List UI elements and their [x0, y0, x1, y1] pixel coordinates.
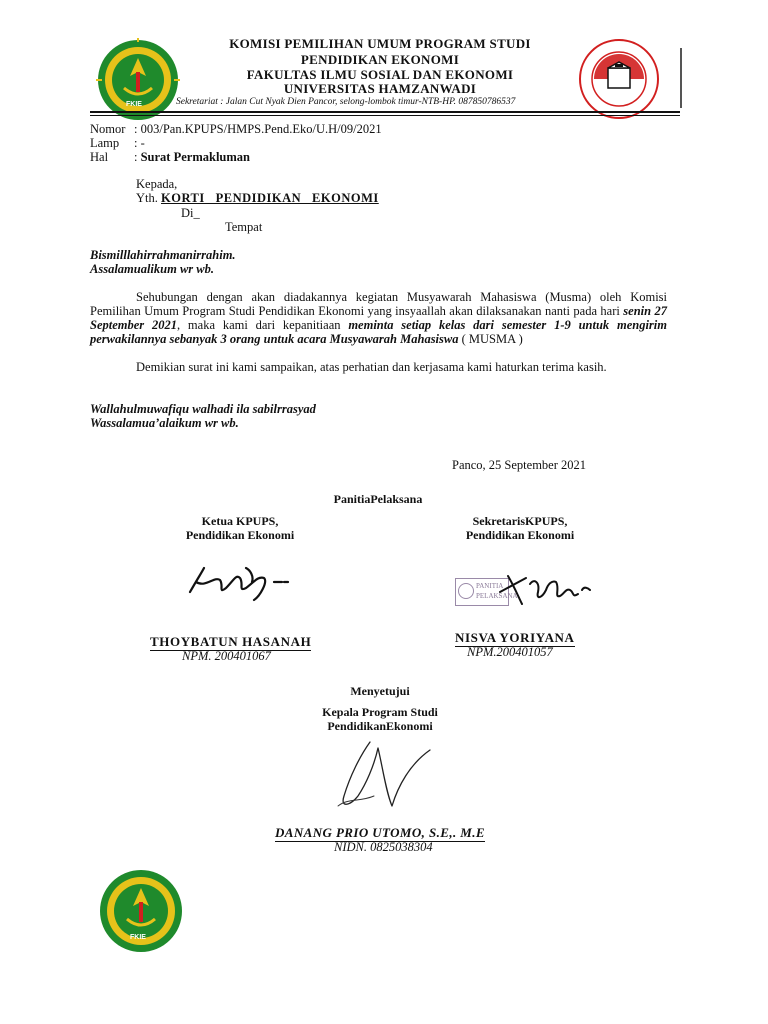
p1-date: senin 27 September 2021 — [90, 304, 667, 332]
left-signer-name: THOYBATUN HASANAH — [150, 634, 312, 649]
approval-signature — [330, 736, 440, 822]
meta-lamp — [90, 136, 145, 151]
kpu-logo — [578, 38, 660, 120]
bottom-logo-caption: FKIE — [130, 934, 146, 941]
lamp-value: : - — [134, 136, 145, 150]
approval-nidn: NIDN. 0825038304 — [334, 840, 433, 854]
body-paragraph-1 — [90, 290, 667, 346]
left-signer-npm: NPM. 200401067 — [182, 649, 271, 663]
p1-request: meminta setiap kelas dari semester 1-9 untuk mengirim perwakilannya sebanyak 3 orang untuk acara Musyawarah Mahasiswa — [90, 318, 667, 346]
right-signer-role-2: Pendidikan Ekonomi — [465, 528, 575, 542]
hal-value: Surat Permakluman — [140, 150, 250, 164]
nomor-label: Nomor — [90, 122, 126, 136]
yth: Yth. — [136, 191, 158, 205]
header-line-2: PENDIDIKAN EKONOMI — [300, 52, 460, 67]
header-line-1: KOMISI PEMILIHAN UMUM PROGRAM STUDI — [229, 36, 531, 51]
header-divider-thick — [90, 111, 680, 113]
meta-hal — [90, 150, 250, 165]
kepada: Kepada, — [136, 177, 178, 191]
right-signer-name: NISVA YORIYANA — [455, 630, 575, 645]
header-line-3: FAKULTAS ILMU SOSIAL DAN EKONOMI — [246, 67, 514, 82]
committee-title: PanitiaPelaksana — [333, 492, 423, 506]
faculty-logo-bottom — [98, 868, 184, 954]
stamp-emblem-icon — [458, 583, 474, 599]
stamp-text-1: PANITIA — [476, 582, 504, 590]
greeting-salam: Assalamualikum wr wb. — [90, 262, 214, 276]
p1-part3: ( MUSMA ) — [458, 332, 523, 346]
approval-heading: Menyetujui — [350, 684, 410, 698]
left-signer-role-2: Pendidikan Ekonomi — [185, 528, 295, 542]
header-line-4: UNIVERSITAS HAMZANWADI — [283, 81, 477, 96]
right-signer-role-1: SekretarisKPUPS, — [472, 514, 568, 528]
lamp-label: Lamp — [90, 136, 120, 150]
recipient-di: Di_ — [181, 206, 200, 220]
recipient-name: KORTI PENDIDIKAN EKONOMI — [161, 191, 379, 205]
approval-role-1: Kepala Program Studi — [322, 705, 438, 719]
hal-label: Hal — [90, 150, 109, 164]
recipient-line — [136, 191, 379, 206]
left-signer-role-1: Ketua KPUPS, — [201, 514, 279, 528]
vertical-stroke — [680, 48, 682, 108]
right-signer-npm: NPM.200401057 — [467, 645, 553, 659]
hal-colon: : — [134, 150, 141, 164]
p1-part2: , maka kami dari kepanitiaan — [176, 318, 349, 332]
faculty-logo-top — [96, 38, 180, 122]
p1-part1: Sehubungan dengan akan diadakannya kegiatan Musyawarah Mahasiswa (Musma) oleh Komisi Pemilihan Umum Program Studi Pendidikan Ekonomi yang insyaallah akan dilaksanakan nanti pada hari — [90, 290, 667, 318]
meta-nomor — [90, 122, 382, 137]
stamp-text-2: PELAKSANA — [476, 592, 518, 600]
closing-line-1: Wallahulmuwafiqu walhadi ila sabilrrasyad — [90, 402, 316, 416]
secretariat-address: Sekretariat : Jalan Cut Nyak Dien Pancor, selong-lombok timur-NTB-HP. 087850786537 — [176, 97, 516, 107]
body-paragraph-2: Demikian surat ini kami sampaikan, atas perhatian dan kerjasama kami haturkan terima kasih. — [136, 360, 607, 374]
left-signature — [184, 560, 294, 610]
approval-role-2: PendidikanEkonomi — [327, 719, 433, 733]
approval-name: DANANG PRIO UTOMO, S.E,. M.E — [275, 825, 485, 840]
closing-line-2: Wassalamua’alaikum wr wb. — [90, 416, 239, 430]
greeting-basmalah: Bismilllahirrahmanirrahim. — [90, 248, 236, 262]
recipient-tempat: Tempat — [225, 220, 263, 234]
nomor-value: : 003/Pan.KPUPS/HMPS.Pend.Eko/U.H/09/2021 — [134, 122, 382, 136]
right-signature — [490, 564, 600, 614]
header-divider-thin — [90, 115, 680, 116]
date-place: Panco, 25 September 2021 — [452, 458, 587, 472]
logo-caption: FKIE — [126, 101, 142, 108]
